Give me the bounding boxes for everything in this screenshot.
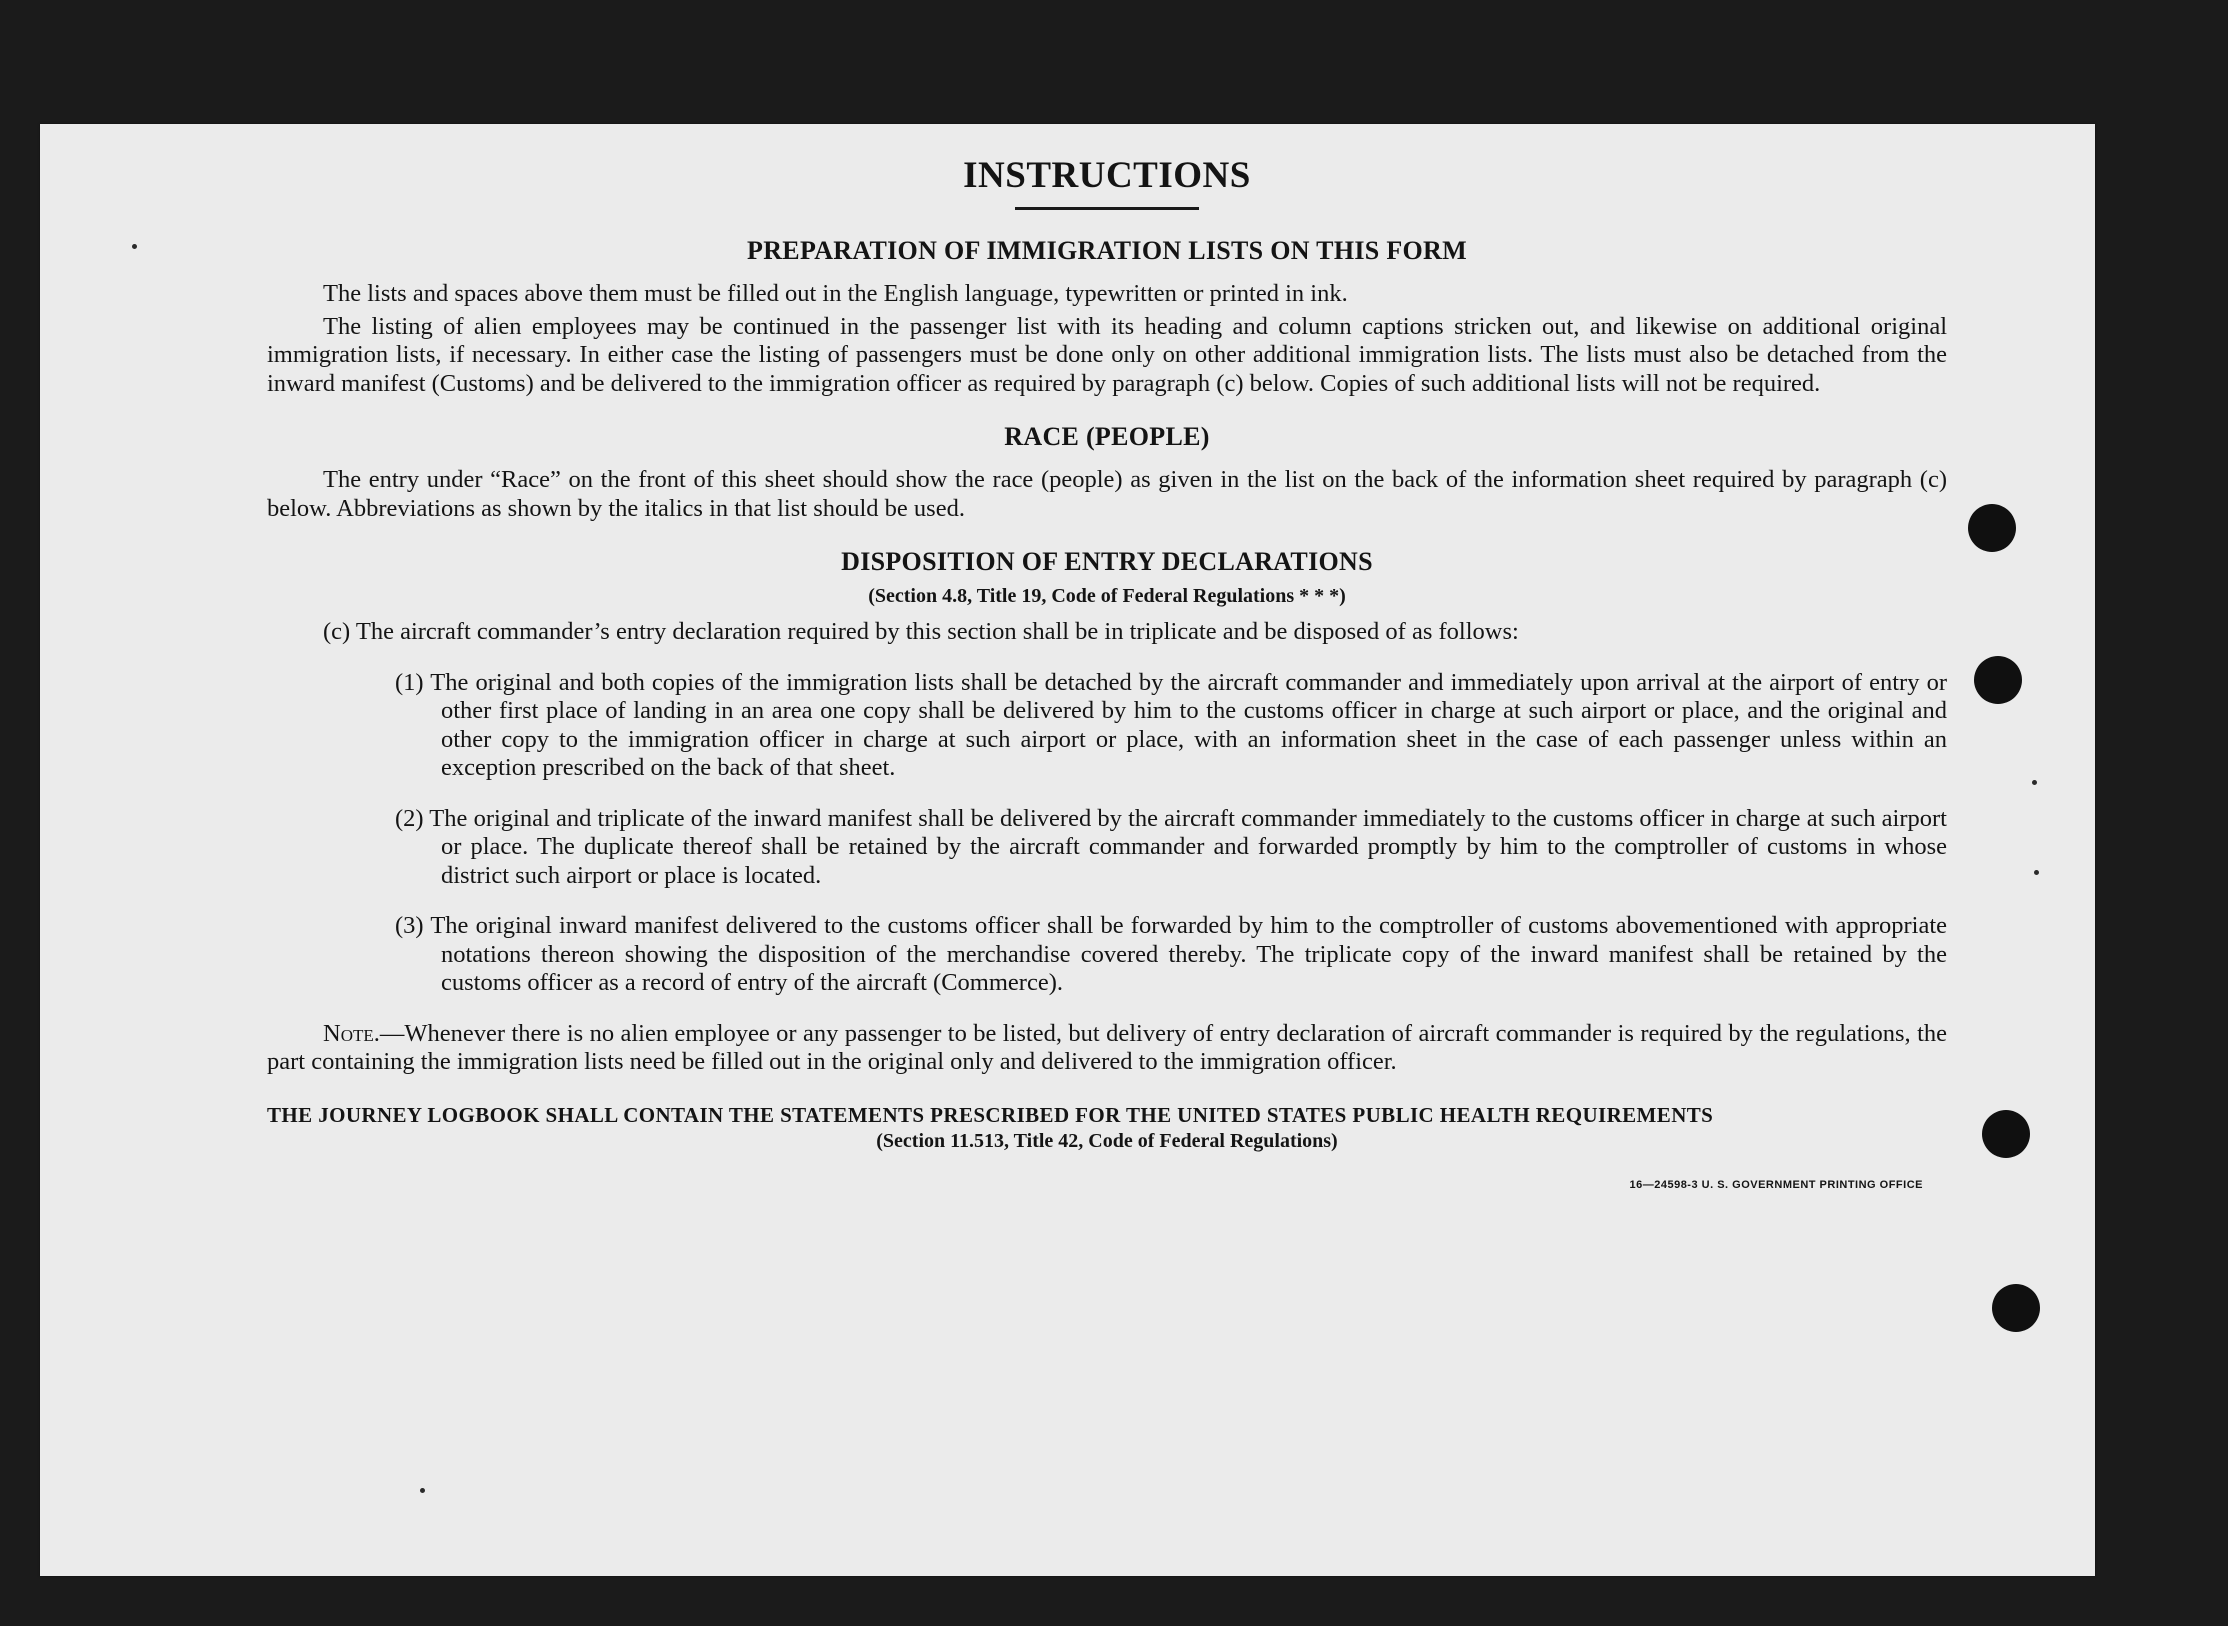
title-rule bbox=[1015, 207, 1199, 210]
regulation-citation: (Section 4.8, Title 19, Code of Federal Regulations * * *) bbox=[868, 585, 1346, 607]
disposition-items bbox=[369, 669, 1947, 998]
punch-hole bbox=[1968, 504, 2016, 552]
instructions-content bbox=[267, 154, 1947, 1191]
section-heading-race: RACE (PEOPLE) bbox=[1004, 422, 1210, 451]
punch-hole bbox=[1992, 1284, 2040, 1332]
paragraph-english-language: The lists and spaces above them must be filled out in the English language, typewritten or printed in ink. bbox=[323, 280, 1348, 307]
section-heading-disposition: DISPOSITION OF ENTRY DECLARATIONS bbox=[841, 547, 1373, 576]
paragraph-race-entry: The entry under “Race” on the front of this sheet should show the race (people) as given in the list on the back of the information sheet required by paragraph (c) below. Abbreviations as shown by the italics in that list should be used. bbox=[267, 466, 1947, 522]
paragraph-alien-employees: The listing of alien employees may be continued in the passenger list with its heading and column captions stricken out, and likewise on additional original immigration lists, if necessary. In either case the listing of passengers must be done only on other additional immigration lists. The lists must also be detached from the inward manifest (Customs) and be delivered to the immigration officer as required by paragraph (c) below. Copies of such additional lists will not be required. bbox=[267, 312, 1947, 397]
section-heading-preparation: PREPARATION OF IMMIGRATION LISTS ON THIS FORM bbox=[747, 236, 1467, 265]
disposition-item: (1) The original and both copies of the immigration lists shall be detached by the aircraft commander and immediately upon arrival at the airport of entry or other first place of landing in an area one copy shall be delivered by him to the customs officer in charge at such airport or place, and the original and other copy to the immigration officer in charge at such airport or place, with an information sheet in the case of each passenger unless within an exception prescribed on the back of that sheet. bbox=[395, 668, 1947, 781]
public-health-citation: (Section 11.513, Title 42, Code of Federal Regulations) bbox=[876, 1129, 1338, 1152]
document-title: INSTRUCTIONS bbox=[963, 155, 1251, 196]
clause-c: (c) The aircraft commander’s entry declaration required by this section shall be in triplicate and be disposed of as follows: bbox=[323, 618, 1519, 645]
paper-speck bbox=[2032, 780, 2037, 785]
disposition-item: (3) The original inward manifest delivered to the customs officer shall be forwarded by him to the comptroller of customs abovementioned with appropriate notations thereon showing the disposition of the merchandise covered thereby. The triplicate copy of the inward manifest shall be retained by the customs officer as a record of entry of the aircraft (Commerce). bbox=[395, 912, 1947, 996]
public-health-notice: THE JOURNEY LOGBOOK SHALL CONTAIN THE STATEMENTS PRESCRIBED FOR THE UNITED STATES PUBLIC HEALTH REQUIREMENTS bbox=[267, 1102, 1714, 1127]
punch-hole bbox=[1974, 656, 2022, 704]
paper-speck bbox=[420, 1488, 425, 1493]
document-page bbox=[40, 124, 2095, 1576]
disposition-item: (2) The original and triplicate of the inward manifest shall be delivered by the aircraft commander immediately to the customs officer in charge at such airport or place. The duplicate thereof shall be retained by the aircraft commander and forwarded promptly by him to the comptroller of customs in whose district such airport or place is located. bbox=[395, 804, 1947, 889]
note-paragraph bbox=[267, 1020, 1947, 1077]
note-label: Note. bbox=[323, 1019, 380, 1047]
printing-office-imprint: 16—24598-3 U. S. GOVERNMENT PRINTING OFFICE bbox=[1629, 1178, 1923, 1191]
punch-hole bbox=[1982, 1110, 2030, 1158]
paper-speck bbox=[2034, 870, 2039, 875]
note-text: —Whenever there is no alien employee or any passenger to be listed, but delivery of entry declaration of aircraft commander is required by the regulations, the part containing the immigration lists need be filled out in the original only and delivered to the immigration officer. bbox=[267, 1019, 1947, 1075]
paper-speck bbox=[132, 244, 137, 249]
